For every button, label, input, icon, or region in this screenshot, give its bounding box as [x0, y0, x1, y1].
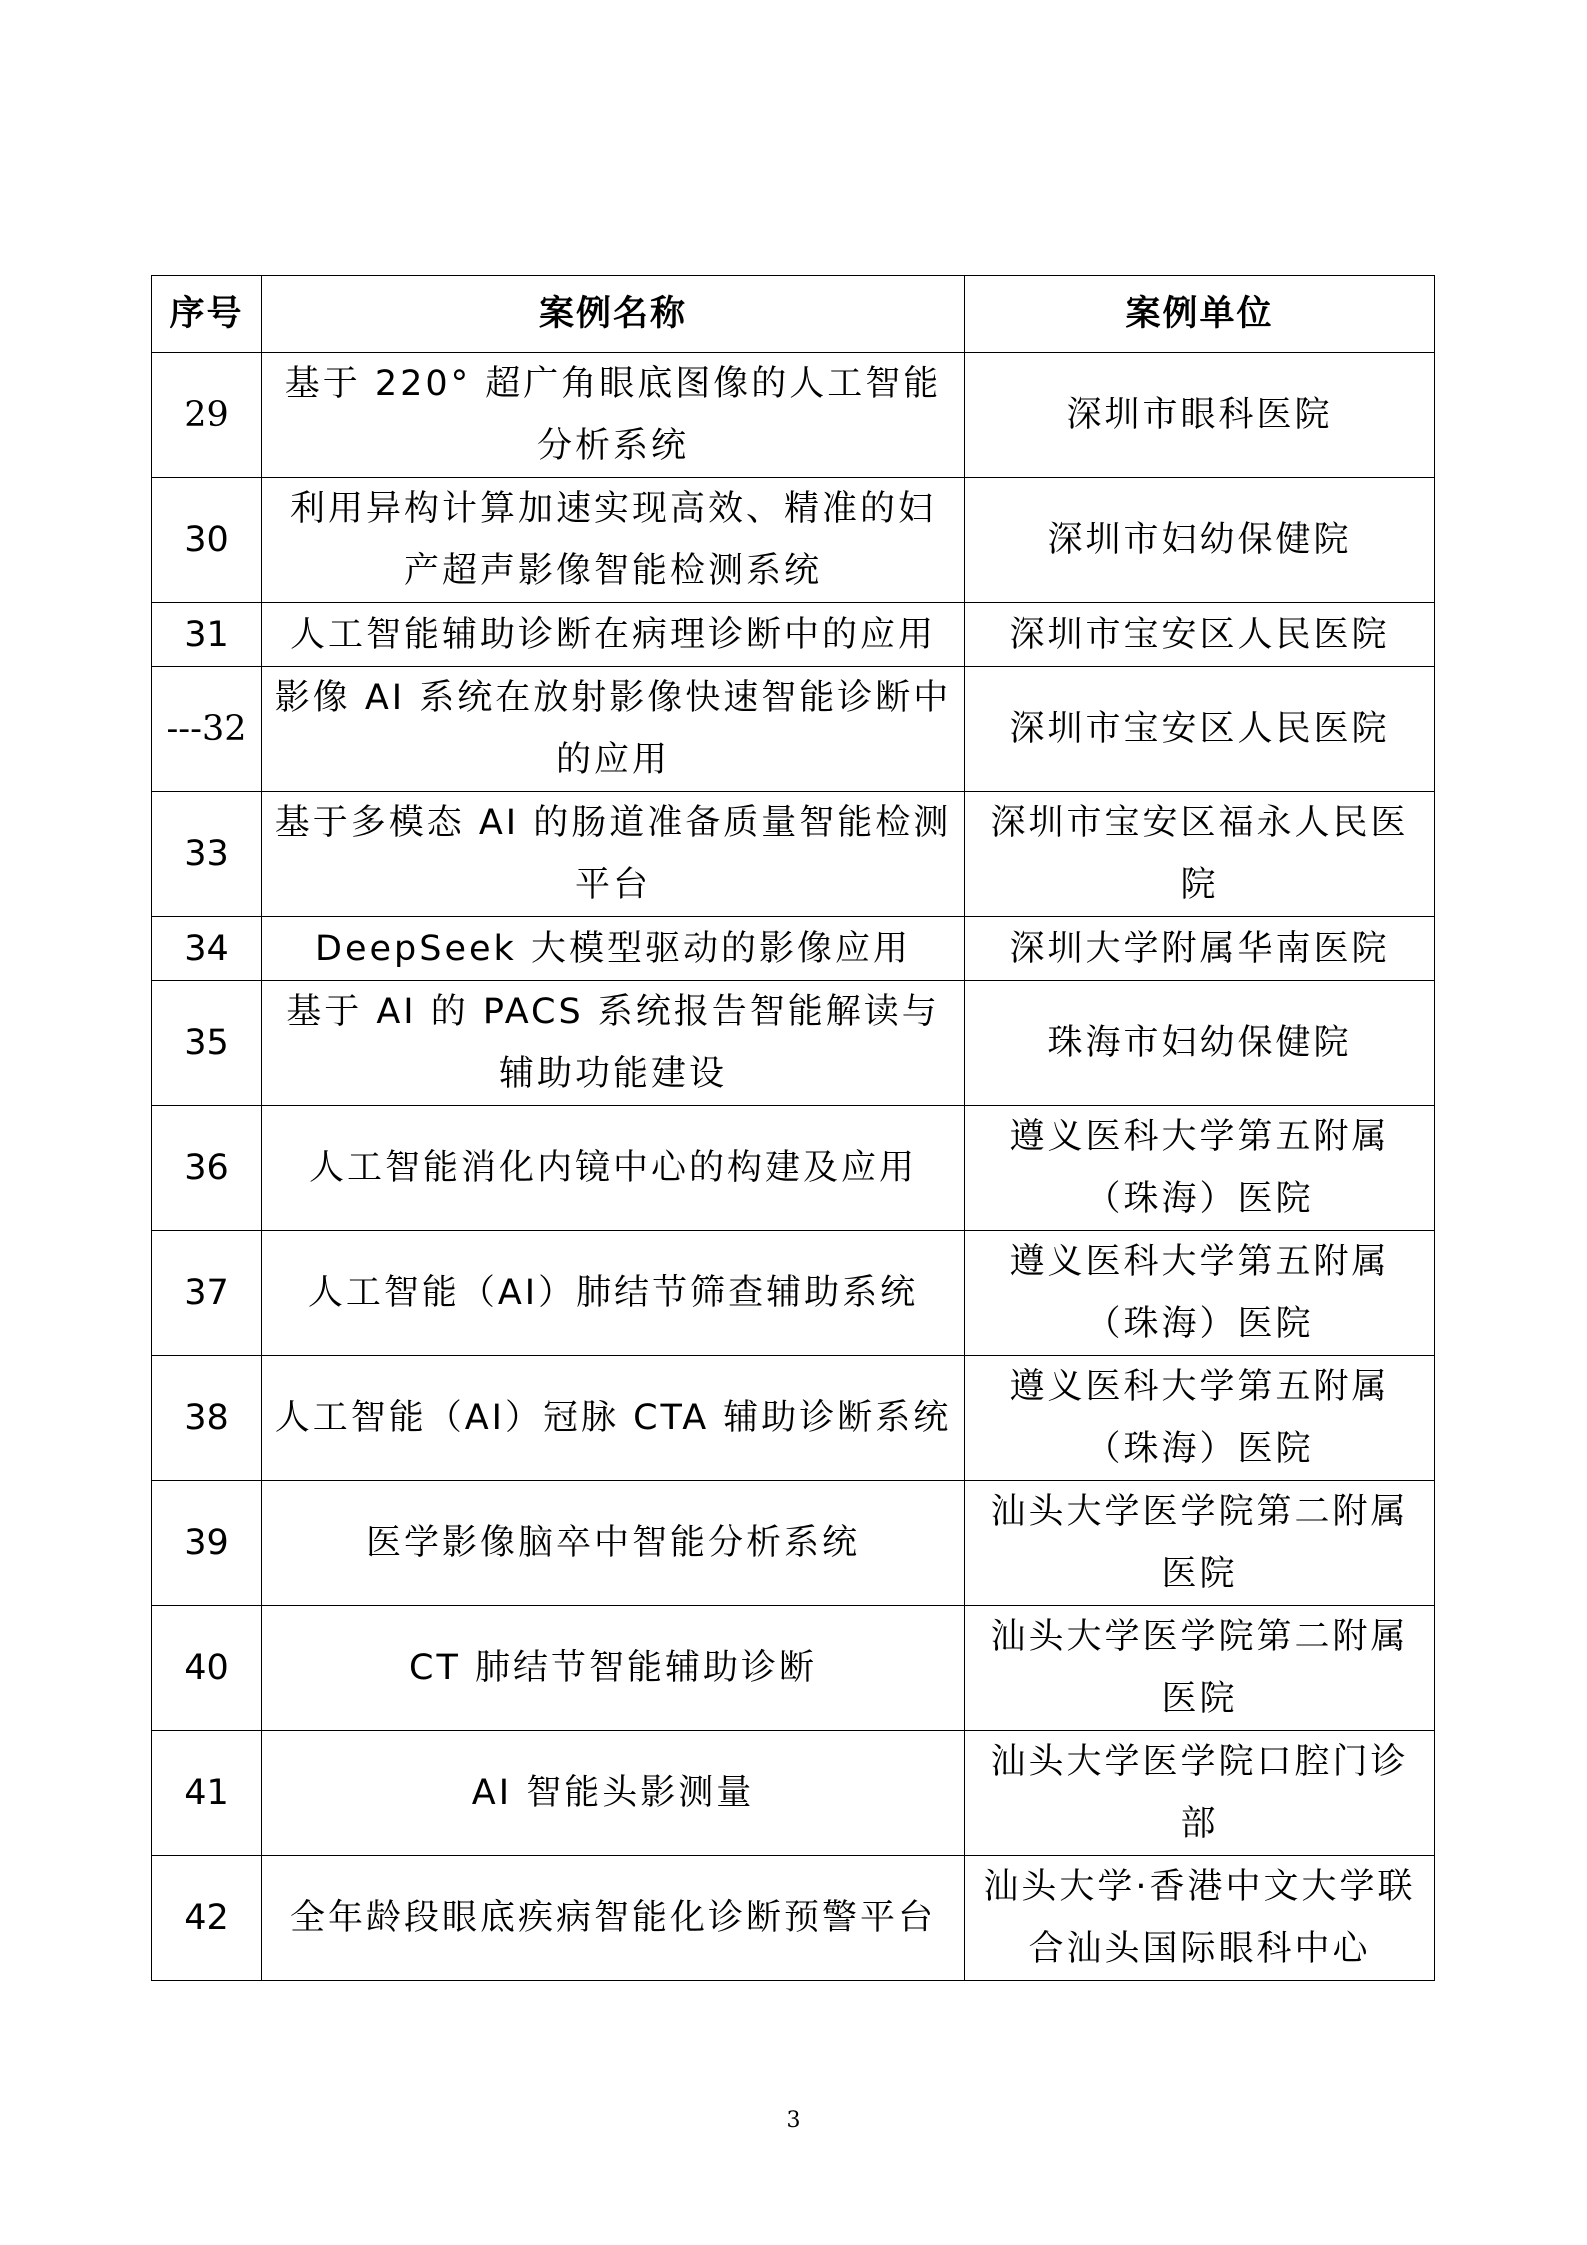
table-row: [152, 1106, 1435, 1231]
row-number: 42: [152, 1856, 262, 1981]
row-case-unit: 深圳市宝安区人民医院: [965, 667, 1435, 792]
row-number: 30: [152, 478, 262, 603]
row-case-unit: 遵义医科大学第五附属（珠海）医院: [965, 1231, 1435, 1356]
header-number: 序号: [152, 276, 262, 353]
row-case-unit: 深圳市眼科医院: [965, 353, 1435, 478]
row-number: 38: [152, 1356, 262, 1481]
row-case-unit: 汕头大学·香港中文大学联合汕头国际眼科中心: [965, 1856, 1435, 1981]
row-case-unit: 深圳市宝安区福永人民医院: [965, 792, 1435, 917]
row-case-name: AI 智能头影测量: [262, 1731, 965, 1856]
row-case-name: 基于 220° 超广角眼底图像的人工智能分析系统: [262, 353, 965, 478]
table-row: [152, 917, 1435, 981]
table-row: [152, 603, 1435, 667]
row-case-unit: 深圳大学附属华南医院: [965, 917, 1435, 981]
row-number: 29: [152, 353, 262, 478]
row-case-name: 影像 AI 系统在放射影像快速智能诊断中的应用: [262, 667, 965, 792]
row-case-unit: 珠海市妇幼保健院: [965, 981, 1435, 1106]
table-row: [152, 1231, 1435, 1356]
table-header-row: [152, 276, 1435, 353]
row-case-unit: 汕头大学医学院第二附属医院: [965, 1606, 1435, 1731]
row-number: 37: [152, 1231, 262, 1356]
row-number: 40: [152, 1606, 262, 1731]
row-case-unit: 深圳市妇幼保健院: [965, 478, 1435, 603]
header-case-unit: 案例单位: [965, 276, 1435, 353]
row-case-name: 医学影像脑卒中智能分析系统: [262, 1481, 965, 1606]
row-case-name: 人工智能消化内镜中心的构建及应用: [262, 1106, 965, 1231]
table-row: [152, 1356, 1435, 1481]
row-case-unit: 深圳市宝安区人民医院: [965, 603, 1435, 667]
table-row: [152, 1481, 1435, 1606]
table-row: [152, 1731, 1435, 1856]
row-number: 34: [152, 917, 262, 981]
row-case-unit: 汕头大学医学院口腔门诊部: [965, 1731, 1435, 1856]
row-number: 36: [152, 1106, 262, 1231]
row-number: 41: [152, 1731, 262, 1856]
table-row: [152, 792, 1435, 917]
row-case-name: 基于多模态 AI 的肠道准备质量智能检测平台: [262, 792, 965, 917]
row-case-name: 人工智能（AI）冠脉 CTA 辅助诊断系统: [262, 1356, 965, 1481]
row-case-unit: 遵义医科大学第五附属（珠海）医院: [965, 1356, 1435, 1481]
row-case-name: 全年龄段眼底疾病智能化诊断预警平台: [262, 1856, 965, 1981]
table-row: [152, 353, 1435, 478]
page-number: 3: [786, 2108, 801, 2133]
table-row: [152, 1606, 1435, 1731]
row-case-name: DeepSeek 大模型驱动的影像应用: [262, 917, 965, 981]
row-case-name: 基于 AI 的 PACS 系统报告智能解读与辅助功能建设: [262, 981, 965, 1106]
row-number: ---32: [152, 667, 262, 792]
row-number: 33: [152, 792, 262, 917]
table-row: [152, 478, 1435, 603]
row-case-name: 利用异构计算加速实现高效、精准的妇产超声影像智能检测系统: [262, 478, 965, 603]
row-number: 31: [152, 603, 262, 667]
row-case-name: 人工智能（AI）肺结节筛查辅助系统: [262, 1231, 965, 1356]
table-row: [152, 667, 1435, 792]
row-number: 39: [152, 1481, 262, 1606]
row-case-unit: 汕头大学医学院第二附属医院: [965, 1481, 1435, 1606]
row-case-unit: 遵义医科大学第五附属（珠海）医院: [965, 1106, 1435, 1231]
table-row: [152, 1856, 1435, 1981]
case-table: [151, 275, 1435, 1981]
row-number: 35: [152, 981, 262, 1106]
table-row: [152, 981, 1435, 1106]
header-case-name: 案例名称: [262, 276, 965, 353]
row-case-name: CT 肺结节智能辅助诊断: [262, 1606, 965, 1731]
row-case-name: 人工智能辅助诊断在病理诊断中的应用: [262, 603, 965, 667]
